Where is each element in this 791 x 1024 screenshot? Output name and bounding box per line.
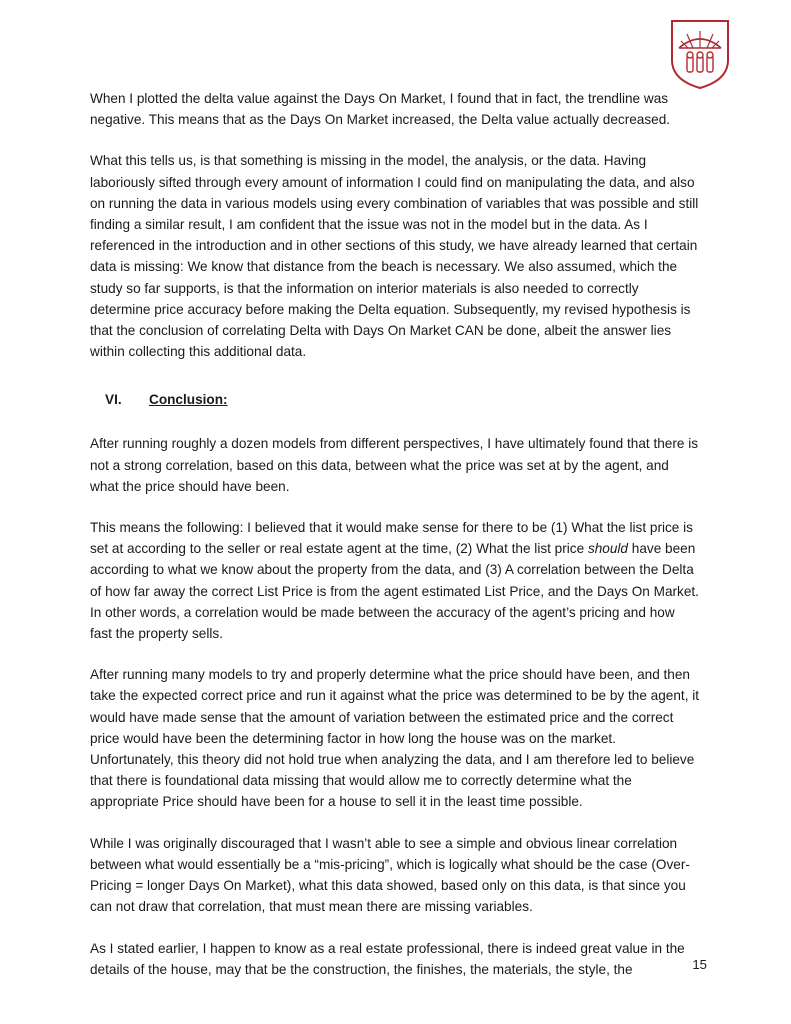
section-heading-conclusion — [90, 392, 700, 407]
section-number: VI. — [105, 392, 122, 408]
section-title: Conclusion: — [149, 392, 228, 408]
run-text-1: This means the following: I believed that it would make sense for there to be (1) What the list price is set at according to the seller or real estate agent at the time, (2) What the list price — [90, 520, 693, 557]
crest-logo — [669, 18, 731, 88]
paragraph-dozen-models: After running roughly a dozen models from different perspectives, I have ultimately found that there is not a strong correlation, based on this data, between what the price was set at by the agent, and what the price should have been. — [90, 436, 699, 494]
paragraph-real-estate-professional: As I stated earlier, I happen to know as a real estate professional, there is indeed great value in the details of the house, may that be the construction, the finishes, the materials, the style, the — [90, 940, 685, 977]
run-text-2: have been according to what we know about the property from the data, and (3) A correlation between the Delta of how far away the correct List Price is from the agent estimated List Price, and the Days On Market. In other words, a correlation would be made between the accuracy of the agent’s pricing and how fast the property sells. — [90, 541, 699, 642]
paragraph-delta-trendline: When I plotted the delta value against the Days On Market, I found that in fact, the trendline was negative. This means that as the Days On Market increased, the Delta value actually decreased. — [90, 91, 671, 128]
paragraph-variation-factor: After running many models to try and properly determine what the price should have been, and then take the expected correct price and run it against what the price was determined to be by the agent, it would have made sense that the amount of variation between the estimated price and the correct price would have been the determining factor in how long the house was on the market. Unfortunately, this theory did not hold true when analyzing the data, and I am therefore led to believe that there is foundational data missing that would allow me to correctly determine what the appropriate Price should have been for a house to sell it in the least time possible. — [90, 667, 700, 810]
document-body — [90, 88, 700, 980]
paragraph-mispricing: While I was originally discouraged that I wasn’t able to see a simple and obvious linear correlation between what would essentially be a “mis-pricing”, which is logically what should be the case (Over-Pricing = longer Days On Market), what this data showed, based only on this data, is that since you can not draw that correlation, that must mean there are missing variables. — [90, 835, 690, 915]
run-text-italic: should — [587, 541, 628, 557]
page-number: 15 — [692, 957, 707, 972]
paragraph-three-points — [90, 517, 700, 644]
paragraph-missing-model-data: What this tells us, is that something is missing in the model, the analysis, or the data. Having laboriously sifted through every amount of information I could find on manipulating the data, and also on running the data in various models using every combination of variables that was possible and still finding a similar result, I am confident that the issue was not in the model but in the data. As I referenced in the introduction and in other sections of this study, we have already learned that certain data is missing: We know that distance from the beach is necessary. We also assumed, which the study so far supports, is that the information on interior materials is also needed to correctly determine price accuracy before making the Delta equation. Subsequently, my revised hypothesis is that the conclusion of correlating Delta with Days On Market CAN be done, albeit the answer lies within collecting this additional data. — [90, 153, 699, 360]
